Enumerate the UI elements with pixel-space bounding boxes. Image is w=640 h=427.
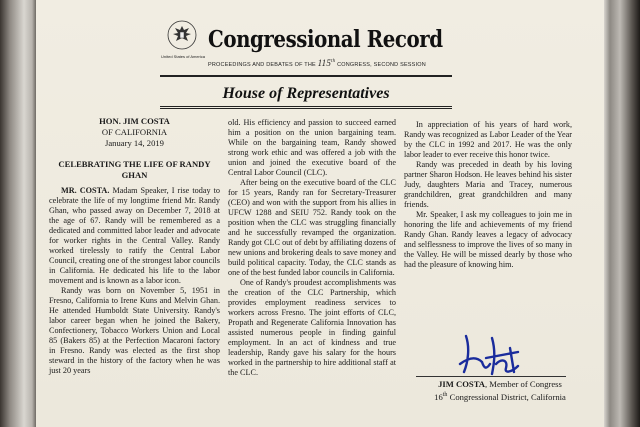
paragraph: One of Randy's proudest accomplishments was the creation of the CLC Partnership, which provides employment readiness services to workers across Fresno. The joint efforts of CLC, Propath and Regenerate California Innovation has assisted numerous people in finding gainful employment. In an act of kindness and true leadership, Randy gave his salary for the hours worked in the partnership to hire additional staff at the CLC. [228,278,396,377]
paragraph: Randy was born on November 5, 1951 in Fresno, California to Irene Kuns and Melvin Ghan. He attended Humboldt State University. Randy's labor career began when he joined the Bakery, Confectionery, Tobacco Workers Union and Local 85 (Bakers 85) at the Perfection Macaroni factory in Fresno. Randy was elected as the first shop steward in the history of the factory when he was just 20 years [49,286,220,375]
handwritten-signature [456,328,536,378]
speaker-date: January 14, 2019 [105,138,164,148]
header-rule [160,75,452,77]
paragraph: old. His efficiency and passion to succeed earned him a position on the union bargaining team. While on the bargaining team, Randy showed strong work ethic and was offered a job with the union and joined the executive board of the Central Labor Council (CLC). [228,118,396,177]
frame-right [604,0,640,427]
statement-title: CELEBRATING THE LIFE OF RANDY GHAN [58,159,211,180]
column-2 [228,118,396,378]
speaker-state: OF CALIFORNIA [101,127,168,137]
column-3 [404,120,572,270]
proceedings-line [208,58,448,68]
chamber-title: House of Representatives [222,85,390,102]
signatory-district: 16th Congressional District, California [434,391,566,402]
signatory-role: , Member of Congress [485,379,562,389]
seal-caption: United States of America [160,54,206,59]
congress-number: 115th [317,58,336,68]
masthead-title: Congressional Record [208,26,443,53]
eagle-seal-icon [167,20,197,50]
signatory [416,379,584,390]
chamber-rule [160,106,452,107]
column-1 [49,116,220,376]
signature-line [416,376,566,377]
paragraph: After being on the executive board of the CLC for 15 years, Randy ran for Secretary-Treasurer (CEO) and won with the support from his allies in UFCW 1288 and SEIU 752. Randy took on the position when the CLC was struggling financially and he successfully revamped the organization. Randy got CLC out of debt by affiliating dozens of new unions and brokering deals to save money and build political capacity. Today, the CLC stands as one of the best funded labor councils in California. [228,178,396,277]
speaker-header [49,116,220,149]
lead-speaker: MR. COSTA. [61,186,110,195]
paragraph: MR. COSTA. Madam Speaker, I rise today to celebrate the life of my longtime friend Mr. Randy Ghan, who passed away on December 7, 2018 at the age of 67. Randy will be remembered as a dedicated and committed labor leader and advocate for worker rights in the Central Valley. Randy worked tirelessly to ratify the Central Labor Council, creating one of the strongest labor councils in California. He dedicated his life to the labor movement and is known as a labor icon. [49,186,220,285]
session-label: CONGRESS, SECOND SESSION [337,62,426,68]
speaker-name: HON. JIM COSTA [99,116,170,126]
paragraph: In appreciation of his years of hard work, Randy was recognized as Labor Leader of the Year by the CLC in 1992 and 2017. He was the only labor leader to ever receive this honor twice. [404,120,572,159]
paragraph: Mr. Speaker, I ask my colleagues to join me in honoring the life and achievements of my friend Randy Ghan. Randy leaves a legacy of advocacy and selflessness to improve the lives of so many in the Valley. He will be missed dearly by those who had the pleasure of knowing him. [404,210,572,269]
proceedings-prefix: PROCEEDINGS AND DEBATES OF THE [208,62,316,68]
signatory-name: JIM COSTA [438,379,485,389]
paragraph: Randy was preceded in death by his loving partner Sharon Hodson. He leaves behind his sister Judy, daughters Maria and Tracey, numerous grandchildren, great grandchildren and many friends. [404,160,572,209]
chamber-rule-2 [160,108,452,109]
